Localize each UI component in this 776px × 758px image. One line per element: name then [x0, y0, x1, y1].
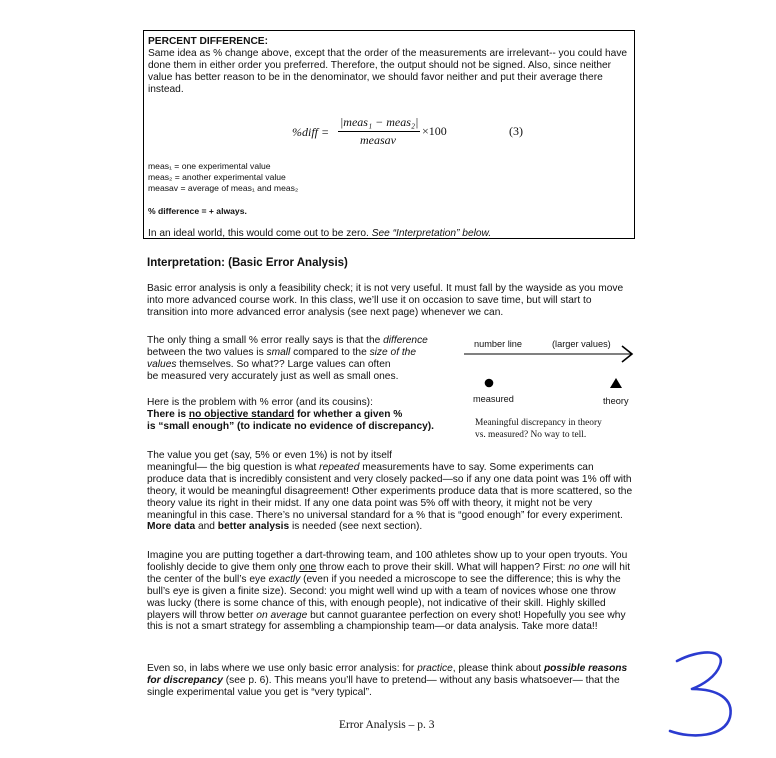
measured-label: measured	[473, 394, 514, 404]
formula-denominator: measav	[360, 133, 396, 147]
number-line-label: number line	[474, 339, 523, 349]
box-intro: Same idea as % change above, except that the order of the measurements are irrelevant-- you could have done them in either order you preferred. Therefore, the output should not be signed. Also, since neither value has better reason to be in the denominator, we should favor neither and put their average there instead.	[148, 48, 628, 95]
larger-values-label: (larger values)	[552, 339, 611, 349]
theory-triangle-icon	[609, 377, 623, 389]
always-positive-note: % difference = + always.	[148, 206, 247, 216]
theory-label: theory	[603, 396, 629, 406]
page-footer: Error Analysis – p. 3	[339, 719, 435, 731]
definition-3: measav = average of meas₁ and meas₂	[148, 183, 299, 193]
measured-dot-icon	[483, 377, 495, 389]
definition-1: meas₁ = one experimental value	[148, 161, 271, 171]
ideal-world-note: In an ideal world, this would come out to be zero. See “Interpretation” below.	[148, 228, 492, 239]
diagram-caption: Meaningful discrepancy in theory vs. measured? No way to tell.	[475, 418, 602, 440]
definition-2: meas₂ = another experimental value	[148, 172, 286, 182]
paragraph-dart-team: Imagine you are putting together a dart-throwing team, and 100 athletes show up to your open tryouts. You foolishly decide to give them only one throw each to prove their skill. What will happen? First: no one will hit the center of the bull’s eye exactly (even if you needed a microscope to see the difference; this is why the bull’s eye is given a finite size). Second: you might well wind up with a team of novices whose one throw was lucky (there is some chance of this, with enough people), not indicative of their skill. Highly skilled players will throw better on average but cannot guarantee perfection on every shot! Hopefully you see why this is not a smart strategy for assembling a championship team—or data analysis. Take more data!!	[147, 550, 631, 633]
fraction-bar	[338, 131, 420, 132]
paragraph-feasibility: Basic error analysis is only a feasibility check; it is not very useful. It must fall by the wayside as you move into more advanced course work. In this class, we’ll use it on occasion to save time, but will start to transition into more advanced error analysis (see next page) whenever we can.	[147, 283, 624, 318]
formula-numerator: |meas₁ − meas₂|	[340, 115, 419, 129]
paragraph-small-error: The only thing a small % error really says is that the difference between the two values is small compared to the size of the values themselves. So what?? Large values can often be measured very accurately just as well as small ones.	[147, 335, 428, 382]
handwritten-page-number	[662, 645, 762, 745]
paragraph-problem: Here is the problem with % error (and its cousins): There is no objective standard for whether a given % is “small enough” (to indicate no evidence of discrepancy).	[147, 397, 435, 432]
box-title: PERCENT DIFFERENCE:	[148, 36, 268, 47]
percent-difference-box	[143, 30, 635, 239]
number-line-arrow	[462, 343, 638, 367]
paragraph-practice: Even so, in labs where we use only basic error analysis: for practice, please think about possible reasons for discrepancy (see p. 6). This means you’ll have to pretend— without any basis whatsoever— that the single experimental value you get is “very typical”.	[147, 663, 628, 698]
formula-lhs: %diff =	[292, 125, 330, 139]
equation-number: (3)	[509, 124, 523, 138]
paragraph-value: The value you get (say, 5% or even 1%) is not by itself meaningful— the big question is what repeated measurements have to say. Some experiments can produce data that is incredibly consistent and very closely packed—so if any one data point was 1% off with theory, it would be meaningful disagreement! Other experiments produce data that is more scattered, so the theory value its right in their midst. If any one data point was 5% off with theory, it might not be very meaningful in this case. There’s no universal standard for a % that is “good enough” for every experiment. More data and better analysis is needed (see next section).	[147, 450, 633, 533]
handwritten-three-icon	[662, 645, 762, 745]
formula-times-100: ×100	[422, 124, 447, 138]
section-heading: Interpretation: (Basic Error Analysis)	[147, 257, 348, 269]
